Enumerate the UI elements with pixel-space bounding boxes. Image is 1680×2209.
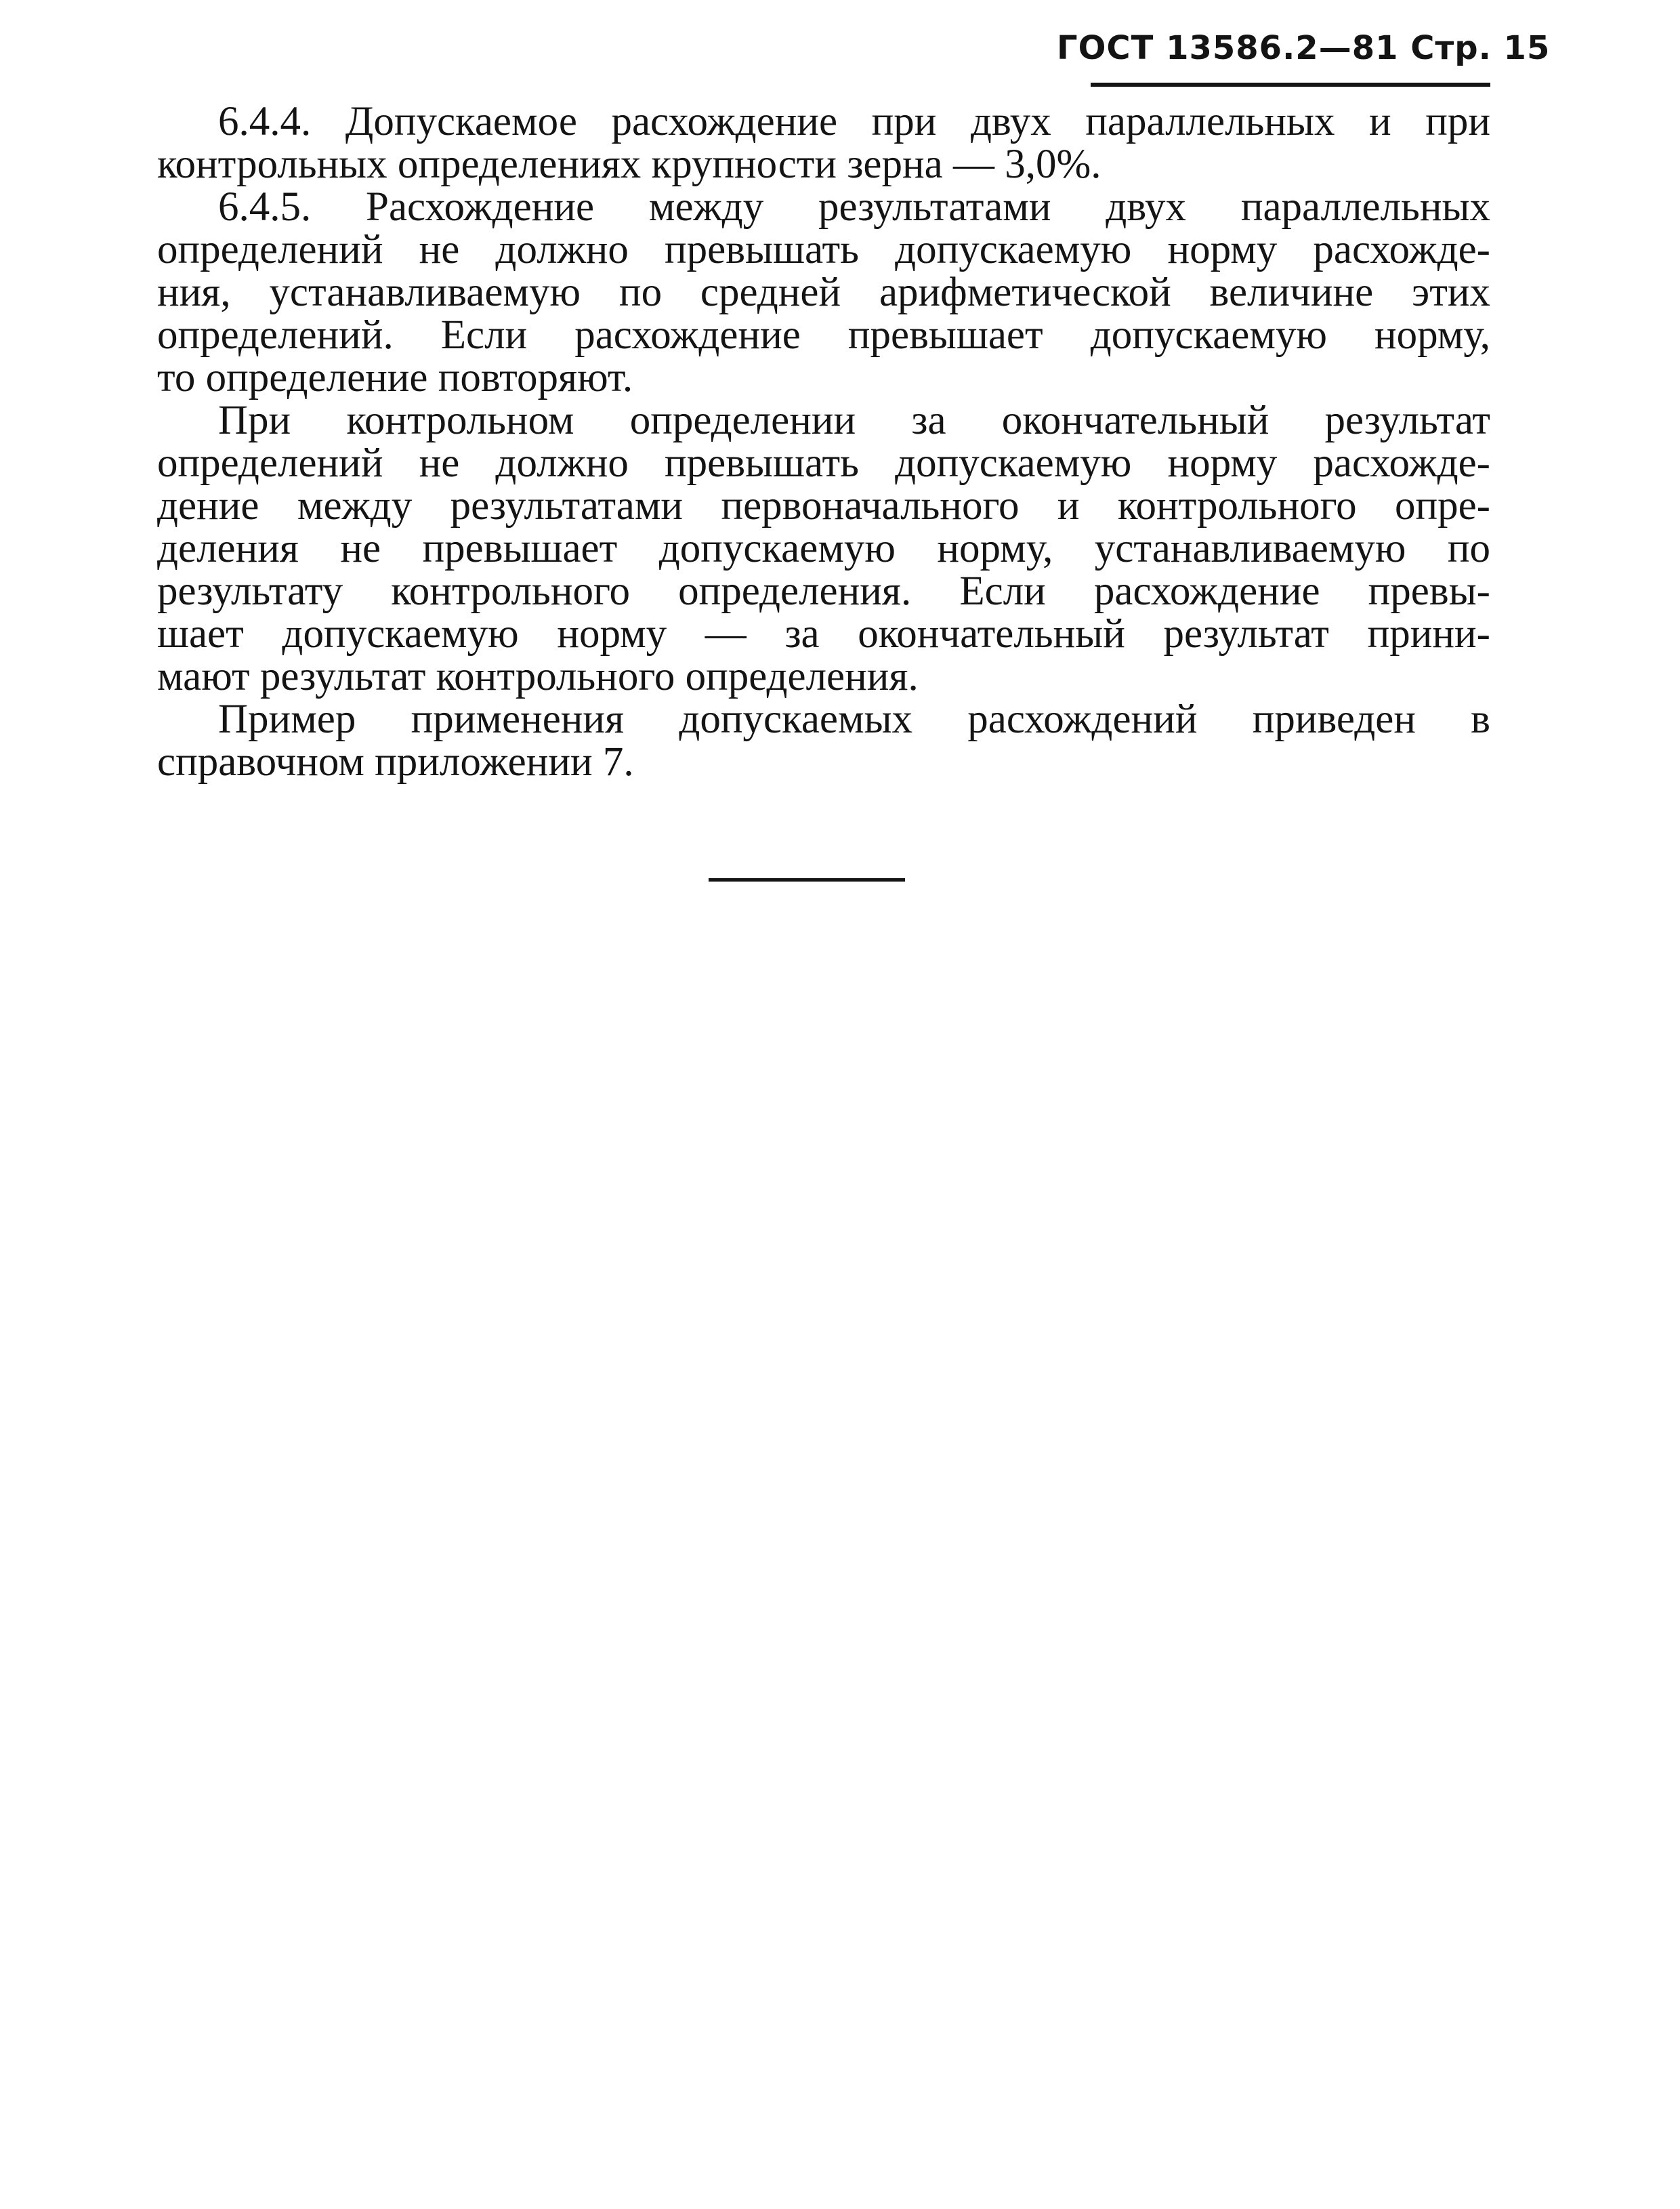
paragraph-line: 6.4.5. Расхождение между результатами двух параллельных [218,184,1490,230]
paragraph-line: мают результат контрольного определения. [157,654,919,699]
paragraph-line: определений не должно превышать допускаемую норму расхожде- [157,440,1490,486]
paragraph-line: контрольных определениях крупности зерна — 3,0%. [157,142,1101,187]
paragraph-line: деления не превышает допускаемую норму, устанавливаемую по [157,526,1490,571]
page-header [1057,24,1551,87]
paragraph-6-4-4 [157,100,1490,186]
paragraph-line: определений не должно превышать допускаемую норму расхожде- [157,227,1490,272]
paragraph-line: Пример применения допускаемых расхождений приведен в [218,697,1490,742]
paragraph-line: то определение повторяют. [157,355,633,400]
header-rule [1091,83,1490,87]
paragraph-control-determination [157,399,1490,698]
paragraph-line: шает допускаемую норму — за окончательный результат прини- [157,611,1490,657]
header-standard-page: ГОСТ 13586.2—81 Стр. 15 [1057,29,1551,67]
paragraph-line: определений. Если расхождение превышает допускаемую норму, [157,312,1490,358]
paragraph-line: результату контрольного определения. Если расхождение превы- [157,569,1490,614]
paragraph-6-4-5 [157,186,1490,399]
paragraph-line: справочном приложении 7. [157,739,634,785]
paragraph-line: ния, устанавливаемую по средней арифметической величине этих [157,270,1490,315]
section-end-rule [709,878,905,882]
paragraph-example-reference [157,698,1490,783]
paragraph-line: 6.4.4. Допускаемое расхождение при двух параллельных и при [218,99,1490,144]
paragraph-line: дение между результатами первоначального и контрольного опре- [157,483,1490,529]
document-body [157,100,1490,783]
paragraph-line: При контрольном определении за окончательный результат [218,398,1490,443]
